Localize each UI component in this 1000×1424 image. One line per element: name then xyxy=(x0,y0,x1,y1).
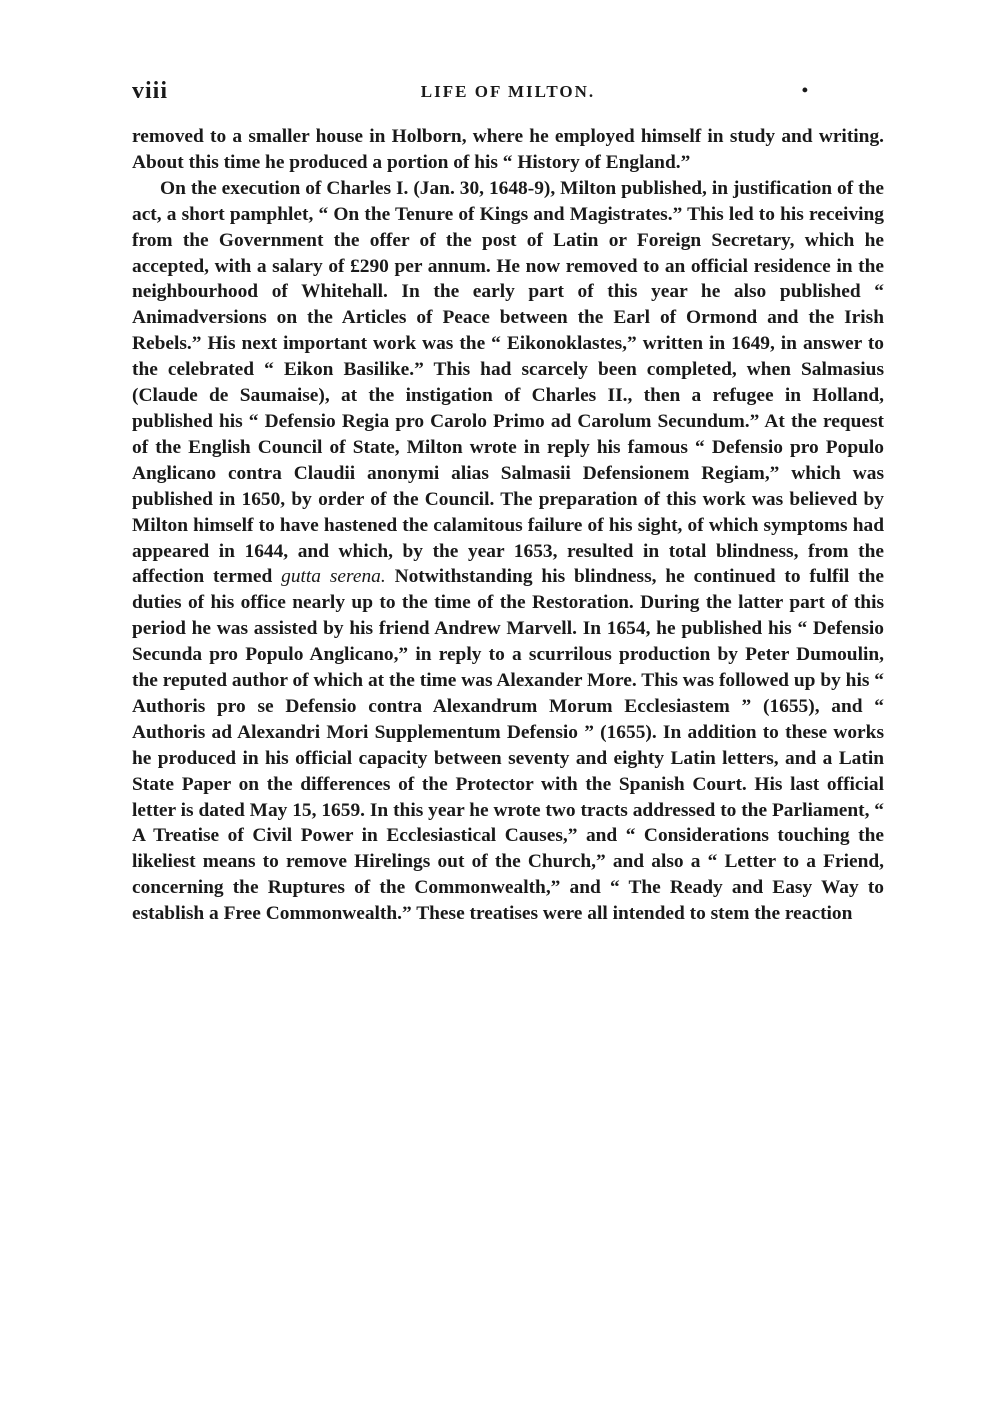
paragraph-text-part-2: Notwithstanding his blindness, he continued to fulfil the duties of his office nearly up to the time of the Restoration. During the latter part of this period he was assisted by his friend Andrew Marvell. In 1654, he published his “ Defensio Secunda pro Populo Anglicano,” in reply to a scurrilous production by Peter Dumoulin, the reputed author of which at the time was Alexander More. This was followed up by his “ Authoris pro se Defensio contra Alexandrum Morum Ecclesiastem ” (1655), and “ Authoris ad Alexandri Mori Supplementum Defensio ” (1655). In addition to these works he produced in his official capacity between seventy and eighty Latin letters, and a Latin State Paper on the differences of the Protector with the Spanish Court. His last official letter is dated May 15, 1659. In this year he wrote two tracts addressed to the Parliament, “ A Treatise of Civil Power in Ecclesiastical Causes,” and “ Considerations touching the likeliest means to remove Hirelings out of the Church,” and also a “ Letter to a Friend, concerning the Ruptures of the Commonwealth,” and “ The Ready and Easy Way to establish a Free Commonwealth.” These treatises were all intended to stem the reaction xyxy=(132,566,884,925)
paragraph-text-part-1: On the execution of Charles I. (Jan. 30, 1648-9), Milton published, in justification of the act, a short pamphlet, “ On the Tenure of Kings and Magistrates.” This led to his receiving from the Government the offer of the post of Latin or Foreign Secretary, which he accepted, with a salary of £290 per annum. He now removed to an official residence in the neighbourhood of Whitehall. In the early part of this year he also published “ Animadversions on the Articles of Peace between the Earl of Ormond and the Irish Rebels.” His next important work was the “ Eikonoklastes,” written in 1649, in answer to the celebrated “ Eikon Basilike.” This had scarcely been completed, when Salmasius (Claude de Saumaise), at the instigation of Charles II., then a refugee in Holland, published his “ Defensio Regia pro Carolo Primo ad Carolum Secundum.” At the request of the English Council of State, Milton wrote in reply his famous “ Defensio pro Populo Anglicano contra Claudii anonymi alias Salmasii Defensionem Regiam,” which was published in 1650, by order of the Council. The preparation of this work was believed by Milton himself to have hastened the calamitous failure of his sight, of which symptoms had appeared in 1644, and which, by the year 1653, resulted in total blindness, from the affection termed xyxy=(132,177,884,588)
running-title: LIFE OF MILTON. xyxy=(420,82,596,101)
book-page xyxy=(132,72,884,927)
page-number: viii xyxy=(132,78,169,104)
running-head xyxy=(132,72,884,112)
header-mark: • xyxy=(801,80,808,100)
paragraph-execution-of-charles xyxy=(132,176,884,927)
paragraph-continued: removed to a smaller house in Holborn, where he employed himself in study and writing. About this time he produced a portion of his “ History of England.” xyxy=(132,126,884,173)
italic-term: gutta serena. xyxy=(281,566,386,588)
body-text xyxy=(132,124,884,927)
